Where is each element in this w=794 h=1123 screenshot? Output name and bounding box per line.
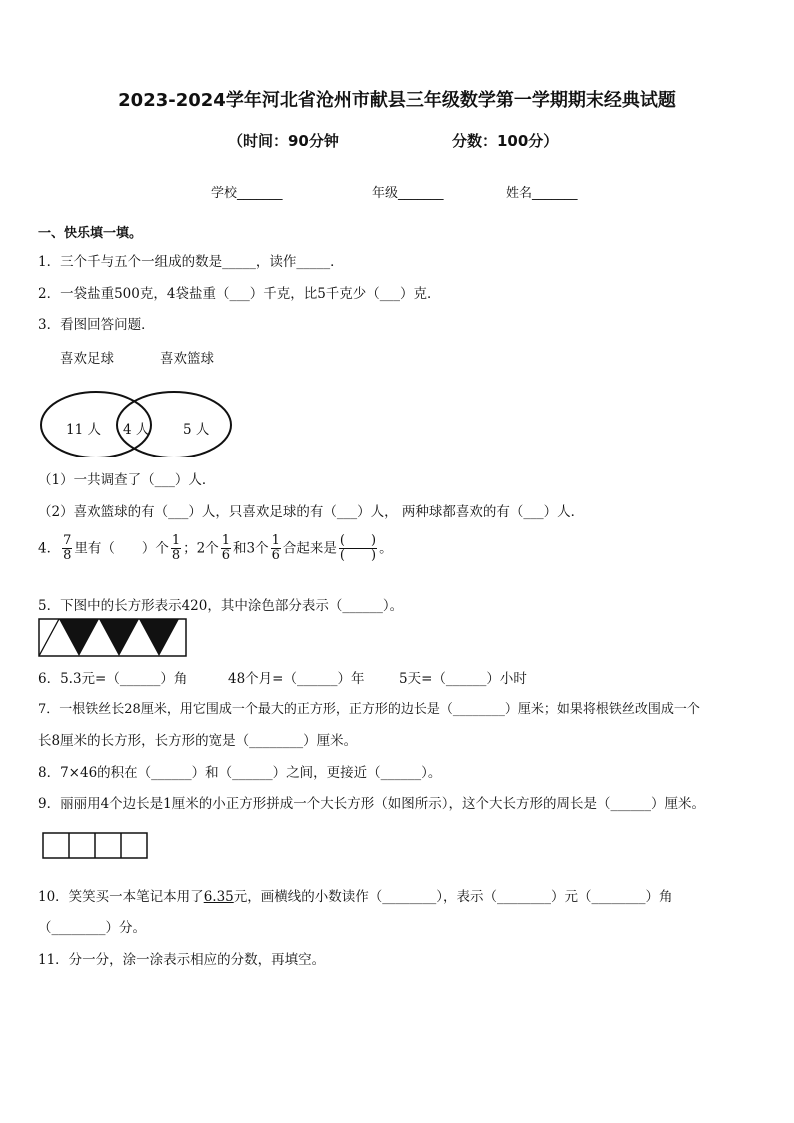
question-11: 11．分一分，涂一涂表示相应的分数，再填空。 xyxy=(38,952,326,968)
exam-time: （时间：90分钟 xyxy=(228,132,339,150)
question-3-sub-2: （2）喜欢篮球的有（___）人，只喜欢足球的有（___）人， 两种球都喜欢的有（___）人． xyxy=(38,504,585,520)
four-squares-figure xyxy=(42,832,150,859)
name-field: 姓名_______ xyxy=(506,186,578,201)
question-6-a: 6．5.3元=（______）角 xyxy=(38,671,188,687)
question-8: 8．7×46的积在（______）和（______）之间，更接近（______）。 xyxy=(38,765,442,781)
fraction-1-6-a: $\frac{1}{6}$ xyxy=(221,533,231,564)
fraction-1-8: $\frac{1}{8}$ xyxy=(171,533,181,564)
question-4: 4． $\frac{7}{8}$ 里有（ ）个 $\frac{1}{8}$ ；2个 $\frac{1}{6}$ 和3个 $\frac{1}{6}$ 合起来是 ( ) ( ) 。 xyxy=(38,533,393,564)
question-3: 3．看图回答问题． xyxy=(38,317,155,333)
venn-label-basketball: 喜欢篮球 xyxy=(160,351,214,367)
venn-label-football: 喜欢足球 xyxy=(60,351,114,367)
question-4-number: 4． xyxy=(38,540,61,557)
question-6-c: 5天=（______）小时 xyxy=(399,671,527,687)
exam-score: 分数：100分） xyxy=(452,132,559,150)
question-9: 9．丽丽用4个边长是1厘米的小正方形拼成一个大长方形（如图所示），这个大长方形的周长是（______）厘米。 xyxy=(38,796,706,812)
page-title: 2023-2024学年河北省沧州市献县三年级数学第一学期期末经典试题 xyxy=(118,90,676,111)
question-1: 1．三个千与五个一组成的数是_____，读作_____． xyxy=(38,254,344,270)
question-10-line-1: 10．笑笑买一本笔记本用了6.35元，画横线的小数读作（________），表示（________）元（________）角 xyxy=(38,889,673,905)
question-2: 2．一袋盐重500克，4袋盐重（___）千克，比5千克少（___）克． xyxy=(38,286,441,302)
venn-left-count: 11 人 xyxy=(66,422,101,438)
section-heading: 一、快乐填一填。 xyxy=(38,226,143,241)
school-field: 学校_______ xyxy=(211,186,283,201)
fraction-answer-blank: ( ) ( ) xyxy=(339,533,377,564)
question-7-line-2: 长8厘米的长方形，长方形的宽是（________）厘米。 xyxy=(38,733,358,749)
fraction-7-8: $\frac{7}{8}$ xyxy=(63,533,72,564)
venn-right-count: 5 人 xyxy=(183,422,210,438)
question-3-sub-1: （1）一共调查了（___）人． xyxy=(38,472,216,488)
question-10-line-2: （________）分。 xyxy=(38,920,146,936)
grade-field: 年级_______ xyxy=(372,186,444,201)
fraction-1-6-b: $\frac{1}{6}$ xyxy=(271,533,280,564)
underlined-decimal: 6.35 xyxy=(203,889,234,905)
question-5: 5．下图中的长方形表示420，其中涂色部分表示（______）。 xyxy=(38,598,404,614)
question-7-line-1: 7．一根铁丝长28厘米，用它围成一个最大的正方形，正方形的边长是（________）厘米；如果将根铁丝改围成一个 xyxy=(38,702,700,717)
venn-overlap-count: 4 人 xyxy=(123,422,150,438)
question-6-b: 48个月=（______）年 xyxy=(228,671,365,687)
shaded-rectangle-figure xyxy=(38,618,188,658)
